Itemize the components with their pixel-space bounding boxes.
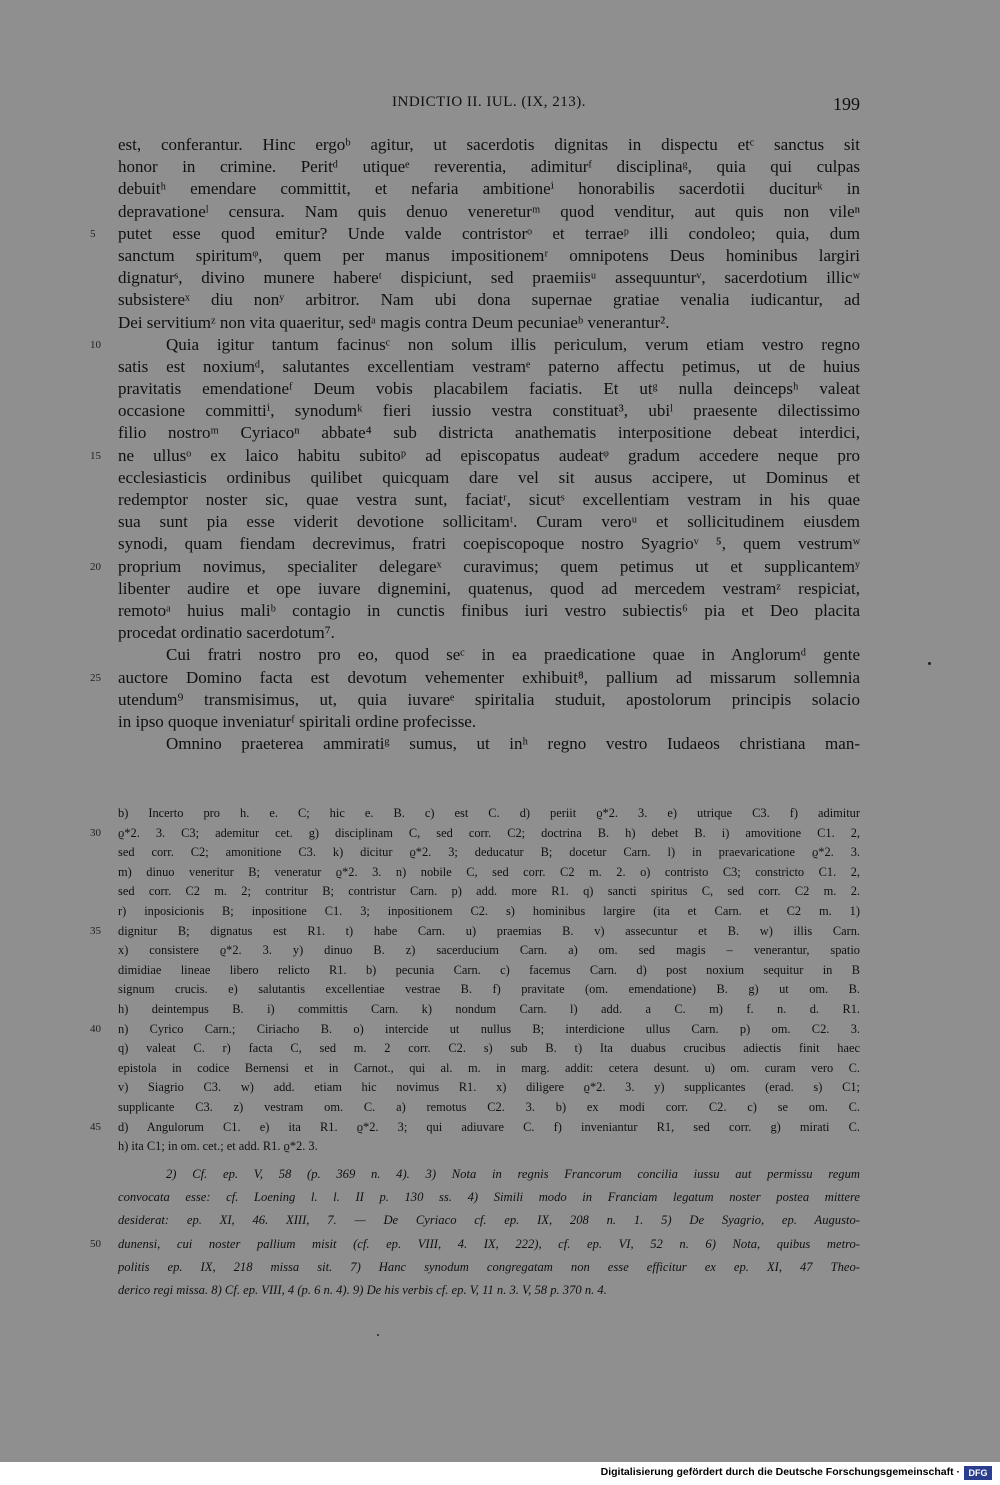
text-line — [118, 422, 860, 444]
footnotes — [90, 1163, 860, 1302]
text-line — [118, 201, 860, 223]
line-number: 45 — [90, 1120, 101, 1133]
text-line — [118, 711, 860, 733]
note-line — [118, 1256, 860, 1279]
note-line-text: politis ep. IX, 218 missa sit. 7) Hanc synodum congregatam non esse efficitur ex ep. XI, 47 Theo- — [118, 1259, 860, 1274]
text-line-text: in ipso quoque inveniaturᶠ spiritali ordine profecisse. — [118, 711, 477, 731]
text-line — [118, 134, 860, 156]
apparatus-line-text: q) valeat C. r) facta C, sed m. 2 corr. C2. s) sub B. t) Ita duabus crucibus adiectis finit haec — [118, 1041, 860, 1056]
text-line-text: sua sunt pia esse viderit devotione sollicitamᵗ. Curam veroᵘ et sollicitudinem eiusdem — [118, 512, 860, 532]
apparatus-line — [118, 843, 860, 863]
text-line-text: dignaturˢ, divino munere habereᵗ dispiciunt, sed praemiisᵘ assequunturᵛ, sacerdotium illicʷ — [118, 268, 860, 288]
line-number: 50 — [90, 1237, 101, 1250]
apparatus-line — [118, 863, 860, 883]
apparatus-line-text: d) Angulorum C1. e) ita R1. ϱ*2. 3; qui adiuvare C. f) inveniantur R1, sed corr. g) mirati C. — [118, 1119, 860, 1134]
apparatus-line — [118, 980, 860, 1000]
text-line-text: Omnino praeterea ammiratiᵍ sumus, ut inʰ regno vestro Iudaeos christiana man- — [166, 734, 860, 754]
text-line-text: debuitʰ emendare committit, et nefaria ambitioneⁱ honorabilis sacerdotii duciturᵏ in — [118, 179, 860, 199]
apparatus-line — [90, 824, 860, 844]
text-line-text: occasione committiⁱ, synodumᵏ fieri iussio vestra constituat³, ubiˡ praesente dilectissimo — [118, 401, 860, 421]
text-line-text: Cui fratri nostro pro eo, quod seᶜ in ea praedicatione quae in Anglorumᵈ gente — [166, 645, 860, 665]
apparatus-line-text: supplicante C3. z) vestram om. C. a) remotus C2. 3. b) ex modi corr. C2. c) se om. C. — [118, 1099, 860, 1114]
note-line — [118, 1279, 860, 1302]
text-line-text: sanctum spiritumᵠ, quem per manus impositionemʳ omnipotens Deus hominibus largiri — [118, 245, 860, 265]
line-number: 25 — [90, 671, 101, 684]
apparatus-line-text: m) dinuo veneritur B; veneratur ϱ*2. 3. n) nobile C, sed corr. C2 m. 2. o) contristo C3; constricto C1. 2, — [118, 864, 860, 879]
apparatus-line-text: v) Siagrio C3. w) add. etiam hic novimus R1. x) diligere ϱ*2. 3. y) supplicantes (erad. s) C1; — [118, 1080, 860, 1095]
note-line-text: convocata esse: cf. Loening l. l. II p. 130 ss. 4) Simili modo in Franciam legatum noster postea mittere — [118, 1190, 860, 1205]
note-line — [118, 1209, 860, 1232]
text-line-text: libenter audire et ope iuvare dignemini, quatenus, quod ad mercedem vestramᶻ respiciat, — [118, 578, 860, 598]
running-title: INDICTIO II. IUL. (IX, 213). — [392, 94, 586, 110]
text-line — [118, 156, 860, 178]
note-line — [118, 1163, 860, 1186]
text-line — [118, 511, 860, 533]
apparatus-line-text: dignitur B; dignatus est R1. t) habe Carn. u) praemias B. v) assecuntur et B. w) illis Carn. — [118, 923, 860, 938]
text-line — [118, 644, 860, 666]
text-line — [118, 178, 860, 200]
note-line-text: derico regi missa. 8) Cf. ep. VIII, 4 (p. 6 n. 4). 9) De his verbis cf. ep. V, 11 n. 3. V, 58 p. 370 n. 4. — [118, 1282, 607, 1297]
apparatus-line — [118, 1137, 860, 1157]
text-line — [118, 378, 860, 400]
text-line — [90, 223, 860, 245]
text-line-text: subsistereˣ diu nonʸ arbitror. Nam ubi dona supernae gratiae venalia iudicantur, ad — [118, 290, 860, 310]
text-line-text: Quia igitur tantum facinusᶜ non solum illis periculum, verum etiam vestro regno — [166, 334, 860, 354]
text-line-text: putet esse quod emitur? Unde valde contristorᵒ et terraeᵖ illi condoleo; quia, dum — [118, 223, 860, 243]
apparatus-line — [90, 1020, 860, 1040]
note-line — [90, 1233, 860, 1256]
text-line — [90, 556, 860, 578]
scan-speck — [377, 1334, 379, 1336]
text-line — [90, 445, 860, 467]
text-line-text: honor in crimine. Peritᵈ utiqueᵉ reverentia, adimiturᶠ disciplinaᵍ, quia qui culpas — [118, 157, 860, 177]
text-line-text: utendum⁹ transmisimus, ut, quia iuvareᵉ spiritalia studuit, apostolorum principis solacio — [118, 689, 860, 709]
text-line-text: filio nostroᵐ Cyriacoⁿ abbate⁴ sub districta anathematis interpositione debeat interdici, — [118, 423, 860, 443]
scan-speck — [928, 662, 931, 665]
critical-apparatus — [90, 804, 860, 1157]
dfg-credit: Digitalisierung gefördert durch die Deutsche Forschungsgemeinschaft · — [600, 1466, 960, 1478]
text-line — [118, 733, 860, 755]
apparatus-line-text: signum crucis. e) salutantis excellentiae vestrae B. f) pravitate (om. emendatione) B. g) ut om. B. — [118, 982, 860, 997]
page-number: 199 — [833, 94, 860, 114]
main-text — [90, 134, 860, 755]
text-line — [118, 622, 860, 644]
apparatus-line — [118, 961, 860, 981]
line-number: 5 — [90, 227, 96, 240]
line-number: 20 — [90, 560, 101, 573]
text-line-text: remotoᵃ huius maliᵇ contagio in cunctis finibus iuri vestro subiectis⁶ pia et Deo placita — [118, 600, 860, 620]
text-line-text: Dei servitiumᶻ non vita quaeritur, sedᵃ magis contra Deum pecuniaeᵇ venerantur². — [118, 312, 670, 332]
text-line — [118, 400, 860, 422]
text-line-text: procedat ordinatio sacerdotum⁷. — [118, 623, 335, 643]
text-line — [118, 267, 860, 289]
apparatus-line — [118, 1059, 860, 1079]
apparatus-line — [118, 804, 860, 824]
apparatus-line-text: sed corr. C2 m. 2; contritur B; contristur Carn. p) add. more R1. q) sancti spiritus C, sed corr. C2 m. 2. — [118, 884, 860, 899]
apparatus-line-text: x) consistere ϱ*2. 3. y) dinuo B. z) sacerducium Carn. a) om. sed magis – venerantur, spatio — [118, 943, 860, 958]
note-line-text: desiderat: ep. XI, 46. XIII, 7. — De Cyriaco cf. ep. IX, 208 n. 1. 5) De Syagrio, ep. Augusto- — [118, 1213, 860, 1228]
text-line — [118, 689, 860, 711]
text-line — [118, 489, 860, 511]
text-line — [118, 245, 860, 267]
note-line-text: dunensi, cui noster pallium misit (cf. ep. VIII, 4. IX, 222), cf. ep. VI, 52 n. 6) Nota, quibus metro- — [118, 1236, 860, 1251]
line-number: 30 — [90, 826, 101, 839]
text-line-text: depravationeˡ censura. Nam quis denuo venereturᵐ quod venditur, aut quis non vileⁿ — [118, 201, 860, 221]
running-header — [118, 94, 860, 118]
line-number: 40 — [90, 1022, 101, 1035]
apparatus-line — [118, 1098, 860, 1118]
apparatus-line-text: dimidiae lineae libero relicto R1. b) pecunia Carn. c) facemus Carn. d) post noxium sequitur in B — [118, 962, 860, 977]
text-line — [118, 289, 860, 311]
dfg-logo: DFG — [964, 1466, 992, 1480]
apparatus-line — [118, 1000, 860, 1020]
text-line — [90, 334, 860, 356]
line-number: 15 — [90, 449, 101, 462]
text-line-text: satis est noxiumᵈ, salutantes excellentiam vestramᵉ paterno affectu petimus, ut de huius — [118, 356, 860, 376]
apparatus-line-text: sed corr. C2; amonitione C3. k) dicitur ϱ*2. 3; deducatur B; docetur Carn. l) in praevaricatione ϱ*2. 3. — [118, 845, 860, 860]
text-line — [118, 467, 860, 489]
text-line-text: pravitatis emendationeᶠ Deum vobis placabilem faciatis. Et utᵍ nulla deincepsʰ valeat — [118, 379, 860, 399]
text-line-text: est, conferantur. Hinc ergoᵇ agitur, ut sacerdotis dignitas in dispectu etᶜ sanctus sit — [118, 135, 860, 154]
text-line — [118, 356, 860, 378]
apparatus-line — [118, 902, 860, 922]
text-line — [118, 600, 860, 622]
apparatus-line-text: b) Incerto pro h. e. C; hic e. B. c) est C. d) periit ϱ*2. 3. e) utrique C3. f) adimitur — [118, 806, 860, 820]
text-line-text: ecclesiasticis ordinibus quilibet quicquam dare vel sit ausus accipere, ut Dominus et — [118, 467, 860, 487]
note-line-text: 2) Cf. ep. V, 58 (p. 369 n. 4). 3) Nota in regnis Francorum concilia iussu aut permissu regum — [166, 1167, 860, 1181]
apparatus-line-text: r) inposicionis B; inpositione C1. 3; inpositionem C2. s) hominibus largire (ita et Carn. et C2 m. 1) — [118, 903, 860, 918]
apparatus-line-text: n) Cyrico Carn.; Ciriacho B. o) intercide ut nullus B; interdicione ullus Carn. p) om. C2. 3. — [118, 1021, 860, 1036]
line-number: 10 — [90, 338, 101, 351]
apparatus-line — [118, 1078, 860, 1098]
text-line-text: proprium novimus, specialiter delegareˣ curavimus; quem petimus ut et supplicantemʸ — [118, 556, 860, 576]
apparatus-line — [118, 882, 860, 902]
apparatus-line-text: h) deintempus B. i) committis Carn. k) nondum Carn. l) add. a C. m) f. n. d. R1. — [118, 1001, 860, 1016]
text-line — [118, 533, 860, 555]
apparatus-line-text: epistola in codice Bernensi et in Carnot., qui al. m. in marg. addit: cetera desunt. u) om. curam vero C. — [118, 1060, 860, 1075]
digitization-footer — [0, 1462, 1000, 1485]
text-line-text: auctore Domino facta est devotum vehementer exhibuit⁸, pallium ad missarum sollemnia — [118, 667, 860, 687]
apparatus-line — [118, 1039, 860, 1059]
apparatus-line — [90, 1118, 860, 1138]
apparatus-line — [118, 941, 860, 961]
text-line — [118, 578, 860, 600]
text-line-text: ne ullusᵒ ex laico habitu subitoᵖ ad episcopatus audeatᵠ gradum accedere neque pro — [118, 445, 860, 465]
note-line — [118, 1186, 860, 1209]
text-line-text: synodi, quam fiendam decrevimus, fratri coepiscopoque nostro Syagrioᵛ ⁵, quem vestrumʷ — [118, 534, 860, 554]
text-line — [90, 667, 860, 689]
line-number: 35 — [90, 924, 101, 937]
apparatus-line-text: h) ita C1; in om. cet.; et add. R1. ϱ*2. 3. — [118, 1139, 318, 1154]
apparatus-line-text: ϱ*2. 3. C3; ademitur cet. g) disciplinam C, sed corr. C2; doctrina B. h) debet B. i) amovitione C1. 2, — [118, 825, 860, 840]
text-line — [118, 312, 860, 334]
apparatus-line — [90, 922, 860, 942]
text-line-text: redemptor noster sic, quae vestra sunt, faciatʳ, sicutˢ excellentiam vestram in his quae — [118, 490, 860, 509]
